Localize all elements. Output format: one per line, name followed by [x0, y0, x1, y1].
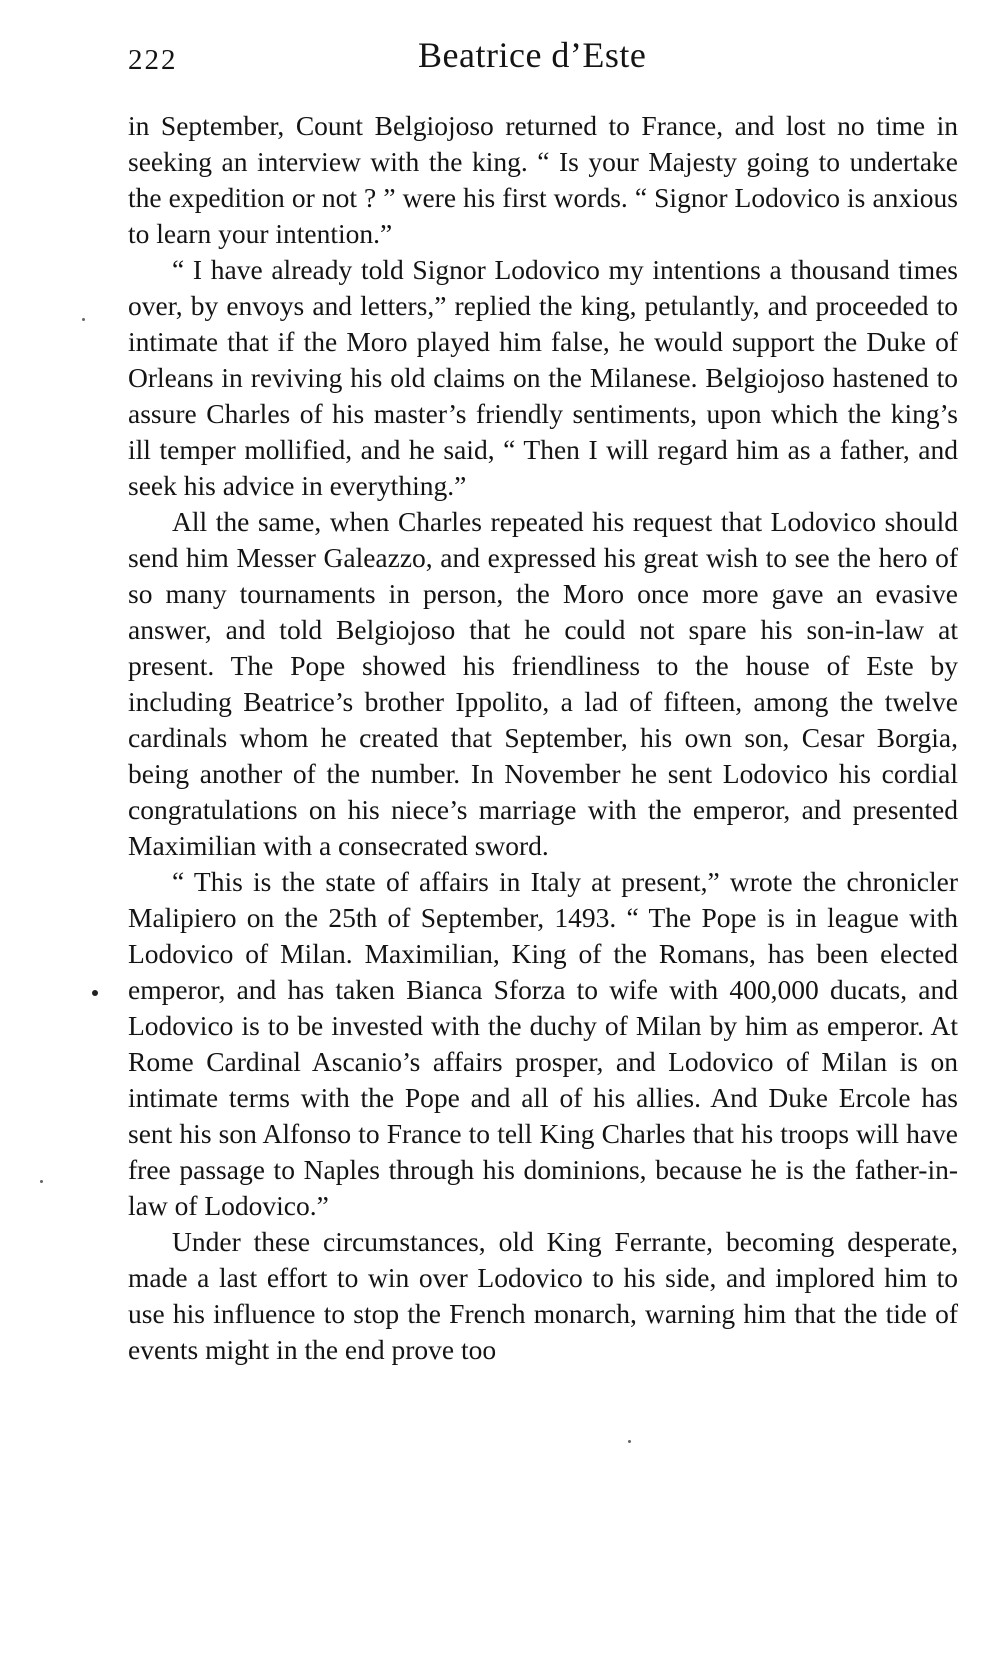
- paragraph-5: Under these circumstances, old King Ferrante, becoming desperate, made a last effort to win over Lodovico to his side, and implored him to use his influence to stop the French monarch, warning him that the tide of events might in the end prove too: [128, 1226, 958, 1365]
- margin-mark: [92, 990, 98, 996]
- paragraph-2: “ I have already told Signor Lodovico my intentions a thousand times over, by envoys and letters,” replied the king, petulantly, and proceeded to intimate that if the Moro played him false, he would support the Duke of Orleans in reviving his old claims on the Milanese. Belgiojoso hastened to assure Charles of his master’s friendly sentiments, upon which the king’s ill temper mollified, and he said, “ Then I will regard him as a father, and seek his advice in everything.”: [128, 254, 958, 501]
- body-text: [128, 108, 958, 1368]
- page-number: 222: [128, 44, 178, 76]
- page-header: [128, 30, 960, 80]
- paragraph-3: All the same, when Charles repeated his request that Lodovico should send him Messer Galeazzo, and expressed his great wish to see the hero of so many tournaments in person, the Moro once more gave an evasive answer, and told Belgiojoso that he could not spare his son-in-law at present. The Pope showed his friendliness to the house of Este by including Beatrice’s brother Ippolito, a lad of fifteen, among the twelve cardinals whom he created that September, his own son, Cesar Borgia, being another of the number. In November he sent Lodovico his cordial congratulations on his niece’s marriage with the emperor, and presented Maximilian with a consecrated sword.: [128, 506, 958, 861]
- paragraph-1: in September, Count Belgiojoso returned to France, and lost no time in seeking an interview with the king. “ Is your Majesty going to undertake the expedition or not ? ” were his first words. “ Signor Lodovico is anxious to learn your intention.”: [128, 110, 958, 249]
- paragraph-4: “ This is the state of affairs in Italy at present,” wrote the chronicler Malipiero on the 25th of September, 1493. “ The Pope is in league with Lodovico of Milan. Maximilian, King of the Romans, has been elected emperor, and has taken Bianca Sforza to wife with 400,000 ducats, and Lodovico is to be invested with the duchy of Milan by him as emperor. At Rome Cardinal Ascanio’s affairs prosper, and Lodovico of Milan is on intimate terms with the Pope and all of his allies. And Duke Ercole has sent his son Alfonso to France to tell King Charles that his troops will have free passage to Naples through his dominions, because he is the father-in-law of Lodovico.”: [128, 866, 958, 1221]
- scan-speck: [628, 1440, 631, 1443]
- running-title: Beatrice d’Este: [418, 35, 647, 75]
- scan-speck: [40, 1180, 43, 1183]
- scan-speck: [82, 318, 85, 321]
